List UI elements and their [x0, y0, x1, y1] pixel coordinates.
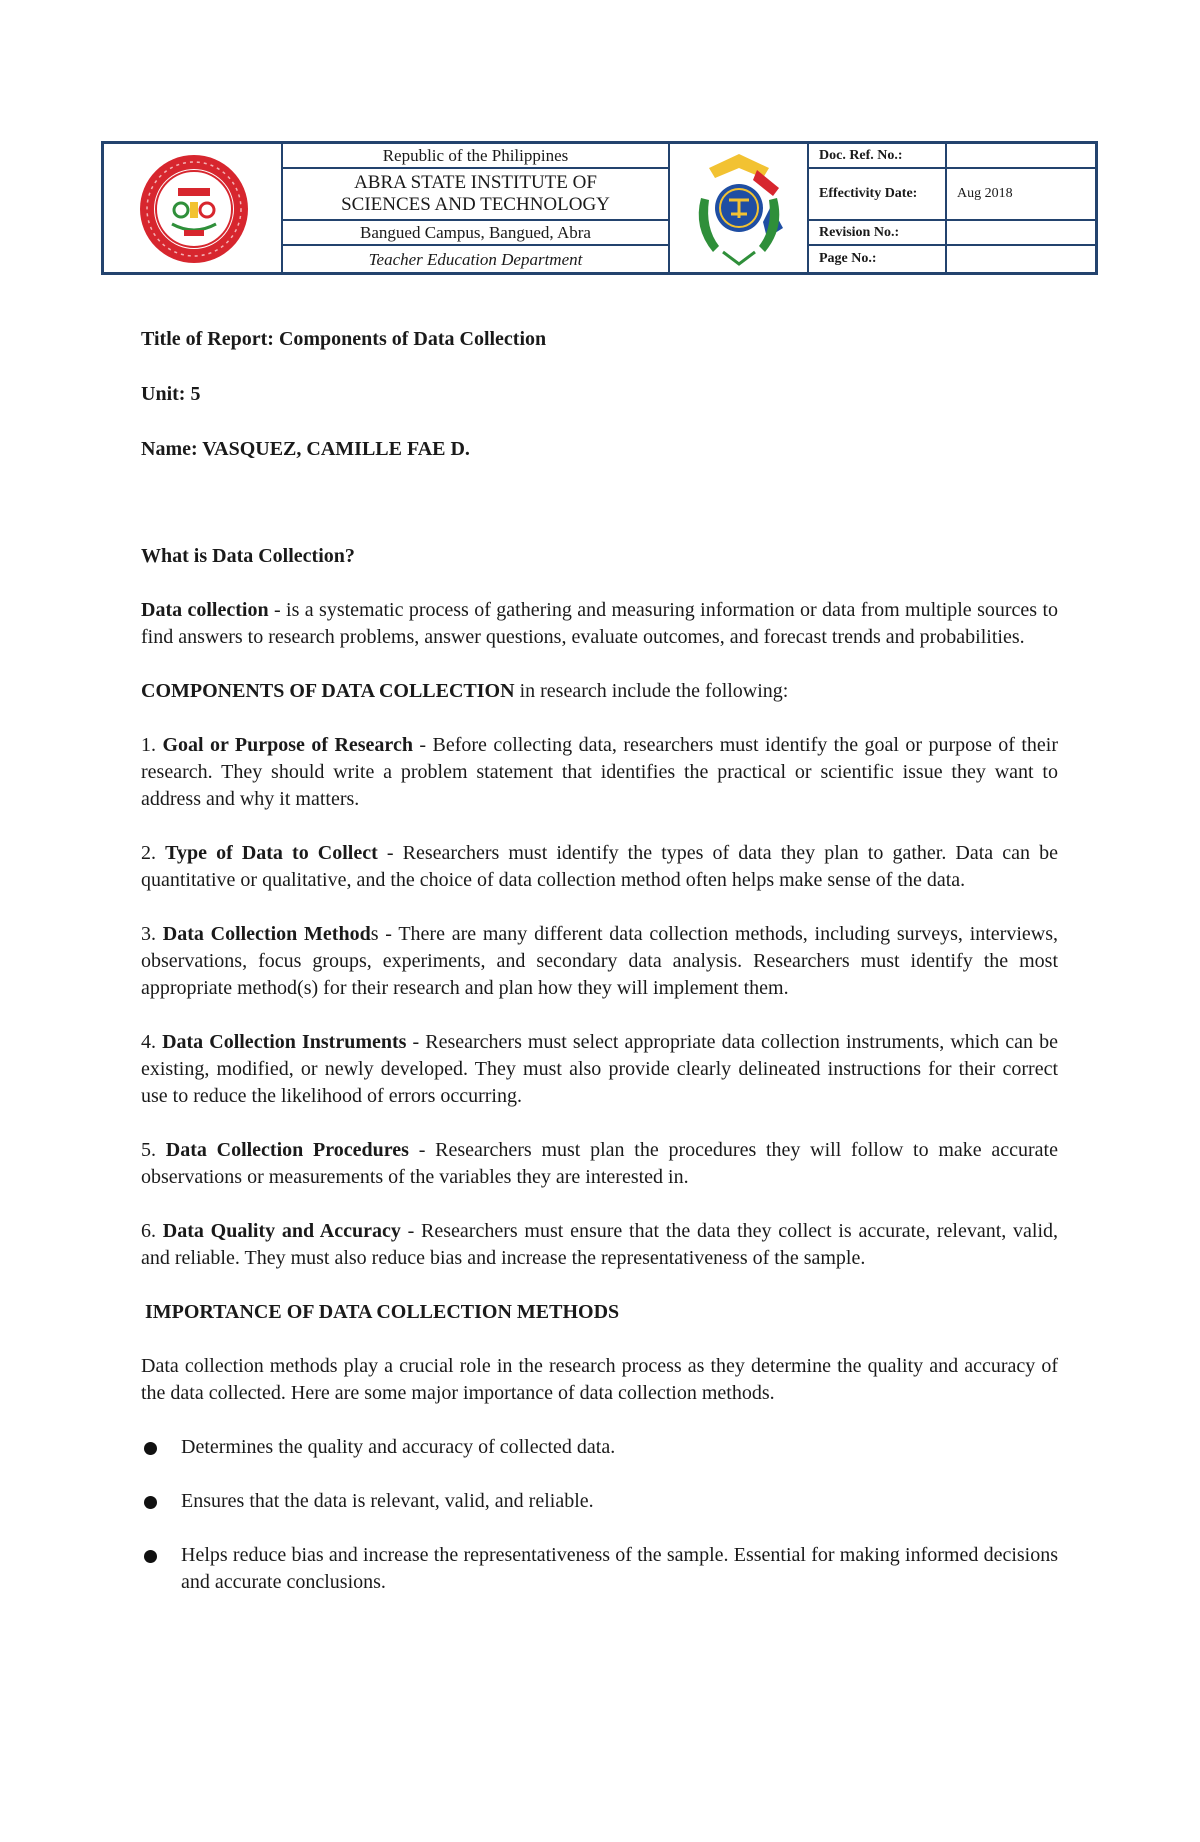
- page-no-value: [947, 246, 1097, 272]
- report-name-label: Name:: [141, 438, 198, 460]
- institution-name: [283, 169, 668, 219]
- importance-bullet-text: Helps reduce bias and increase the representativeness of the sample. Essential for making informed decisions and accurate conclusions.: [181, 1544, 1058, 1593]
- effectivity-date-label: Effectivity Date:: [819, 186, 918, 201]
- intro-term: Data collection: [141, 599, 269, 621]
- report-name-line: [141, 436, 1058, 463]
- component-title: Data Collection Instruments: [162, 1031, 407, 1053]
- republic-text: Republic of the Philippines: [382, 146, 569, 165]
- importance-bullet-text: Determines the quality and accuracy of collected data.: [181, 1436, 616, 1458]
- importance-bullet: [141, 1488, 1058, 1515]
- report-title-label: Title of Report:: [141, 328, 274, 350]
- campus-text: Bangued Campus, Bangued, Abra: [360, 223, 591, 242]
- component-text: - Before collecting data, researchers must identify the goal or purpose of their research. They should write a problem statement that identifies the practical or scientific issue they want to address and why it matters.: [141, 734, 1058, 810]
- component-item: [141, 1218, 1058, 1272]
- report-title-value: Components of Data Collection: [278, 328, 547, 350]
- importance-intro: Data collection methods play a crucial role in the research process as they determine the quality and accuracy of the data collected. Here are some major importance of data collection methods.: [141, 1355, 1058, 1404]
- department-logo: [687, 148, 791, 270]
- component-text: - Researchers must plan the procedures they will follow to make accurate observations or measurements of the variables they are interested in.: [141, 1139, 1058, 1188]
- component-item: [141, 840, 1058, 894]
- intro-definition: [141, 597, 1058, 651]
- component-number: 3.: [141, 923, 163, 945]
- component-item: [141, 921, 1058, 1002]
- bullet-icon: [144, 1496, 157, 1509]
- report-name-value: VASQUEZ, CAMILLE FAE D.: [202, 438, 470, 460]
- components-heading-rest: in research include the following:: [514, 680, 789, 702]
- component-text: - Researchers must select appropriate data collection instruments, which can be existing, modified, or newly developed. They must also provide clearly delineated instructions for their correct use to reduce the likelihood of errors occurring.: [141, 1031, 1059, 1107]
- component-item: [141, 1137, 1058, 1191]
- component-text: - There are many different data collection methods, including surveys, interviews, observations, focus groups, experiments, and secondary data analysis. Researchers must identify the most appropriate method(s) for their research and plan how they will implement them.: [141, 923, 1059, 999]
- effectivity-date-value: Aug 2018: [957, 186, 1013, 201]
- component-title: Goal or Purpose of Research: [162, 734, 413, 756]
- intro-question: What is Data Collection?: [141, 545, 355, 567]
- report-title-line: [141, 326, 1058, 353]
- importance-bullet: [141, 1542, 1058, 1596]
- component-number: 6.: [141, 1220, 163, 1242]
- bullet-icon: [144, 1442, 157, 1455]
- bullet-icon: [144, 1550, 157, 1563]
- component-number: 2.: [141, 842, 166, 864]
- component-number: 1.: [141, 734, 163, 756]
- component-item: [141, 732, 1058, 813]
- revision-no-label: Revision No.:: [819, 224, 900, 240]
- report-body: [141, 326, 1058, 1596]
- intro-definition-text: - is a systematic process of gathering and measuring information or data from multiple sources to find answers to research problems, answer questions, evaluate outcomes, and forecast trends and probabilities.: [141, 599, 1059, 648]
- component-item: [141, 1029, 1058, 1110]
- page-no-label: Page No.:: [819, 251, 877, 266]
- report-unit-label: Unit:: [141, 383, 186, 405]
- institution-seal: [134, 150, 254, 268]
- importance-bullet-text: Ensures that the data is relevant, valid, and reliable.: [181, 1490, 594, 1512]
- component-number: 4.: [141, 1031, 163, 1053]
- component-title: Data Collection Method: [162, 923, 371, 945]
- report-unit-line: [141, 381, 1058, 408]
- component-title: Type of Data to Collect: [165, 842, 378, 864]
- component-number: 5.: [141, 1139, 166, 1161]
- importance-heading: IMPORTANCE OF DATA COLLECTION METHODS: [145, 1301, 620, 1323]
- component-text: - Researchers must ensure that the data they collect is accurate, relevant, valid, and reliable. They must also reduce bias and increase the representativeness of the sample.: [141, 1220, 1059, 1269]
- institution-name-line1: ABRA STATE INSTITUTE OF: [354, 172, 597, 193]
- doc-ref-value: [947, 144, 1097, 167]
- report-unit-value: 5: [190, 383, 201, 405]
- department-text: Teacher Education Department: [368, 249, 583, 269]
- component-title-tail: s: [370, 923, 379, 945]
- importance-bullet: [141, 1434, 1058, 1461]
- document-header-table: [101, 141, 1098, 275]
- component-text: - Researchers must identify the types of data they plan to gather. Data can be quantitative or qualitative, and the choice of data collection method often helps make sense of the data.: [141, 842, 1059, 891]
- revision-no-value: [947, 221, 1097, 244]
- institution-name-line2: SCIENCES AND TECHNOLOGY: [341, 194, 610, 215]
- component-title: Data Quality and Accuracy: [162, 1220, 401, 1242]
- components-heading-bold: COMPONENTS OF DATA COLLECTION: [141, 680, 515, 702]
- components-heading: [141, 678, 1058, 705]
- component-title: Data Collection Procedures: [165, 1139, 409, 1161]
- doc-ref-label: Doc. Ref. No.:: [819, 147, 903, 163]
- importance-list: [141, 1434, 1058, 1596]
